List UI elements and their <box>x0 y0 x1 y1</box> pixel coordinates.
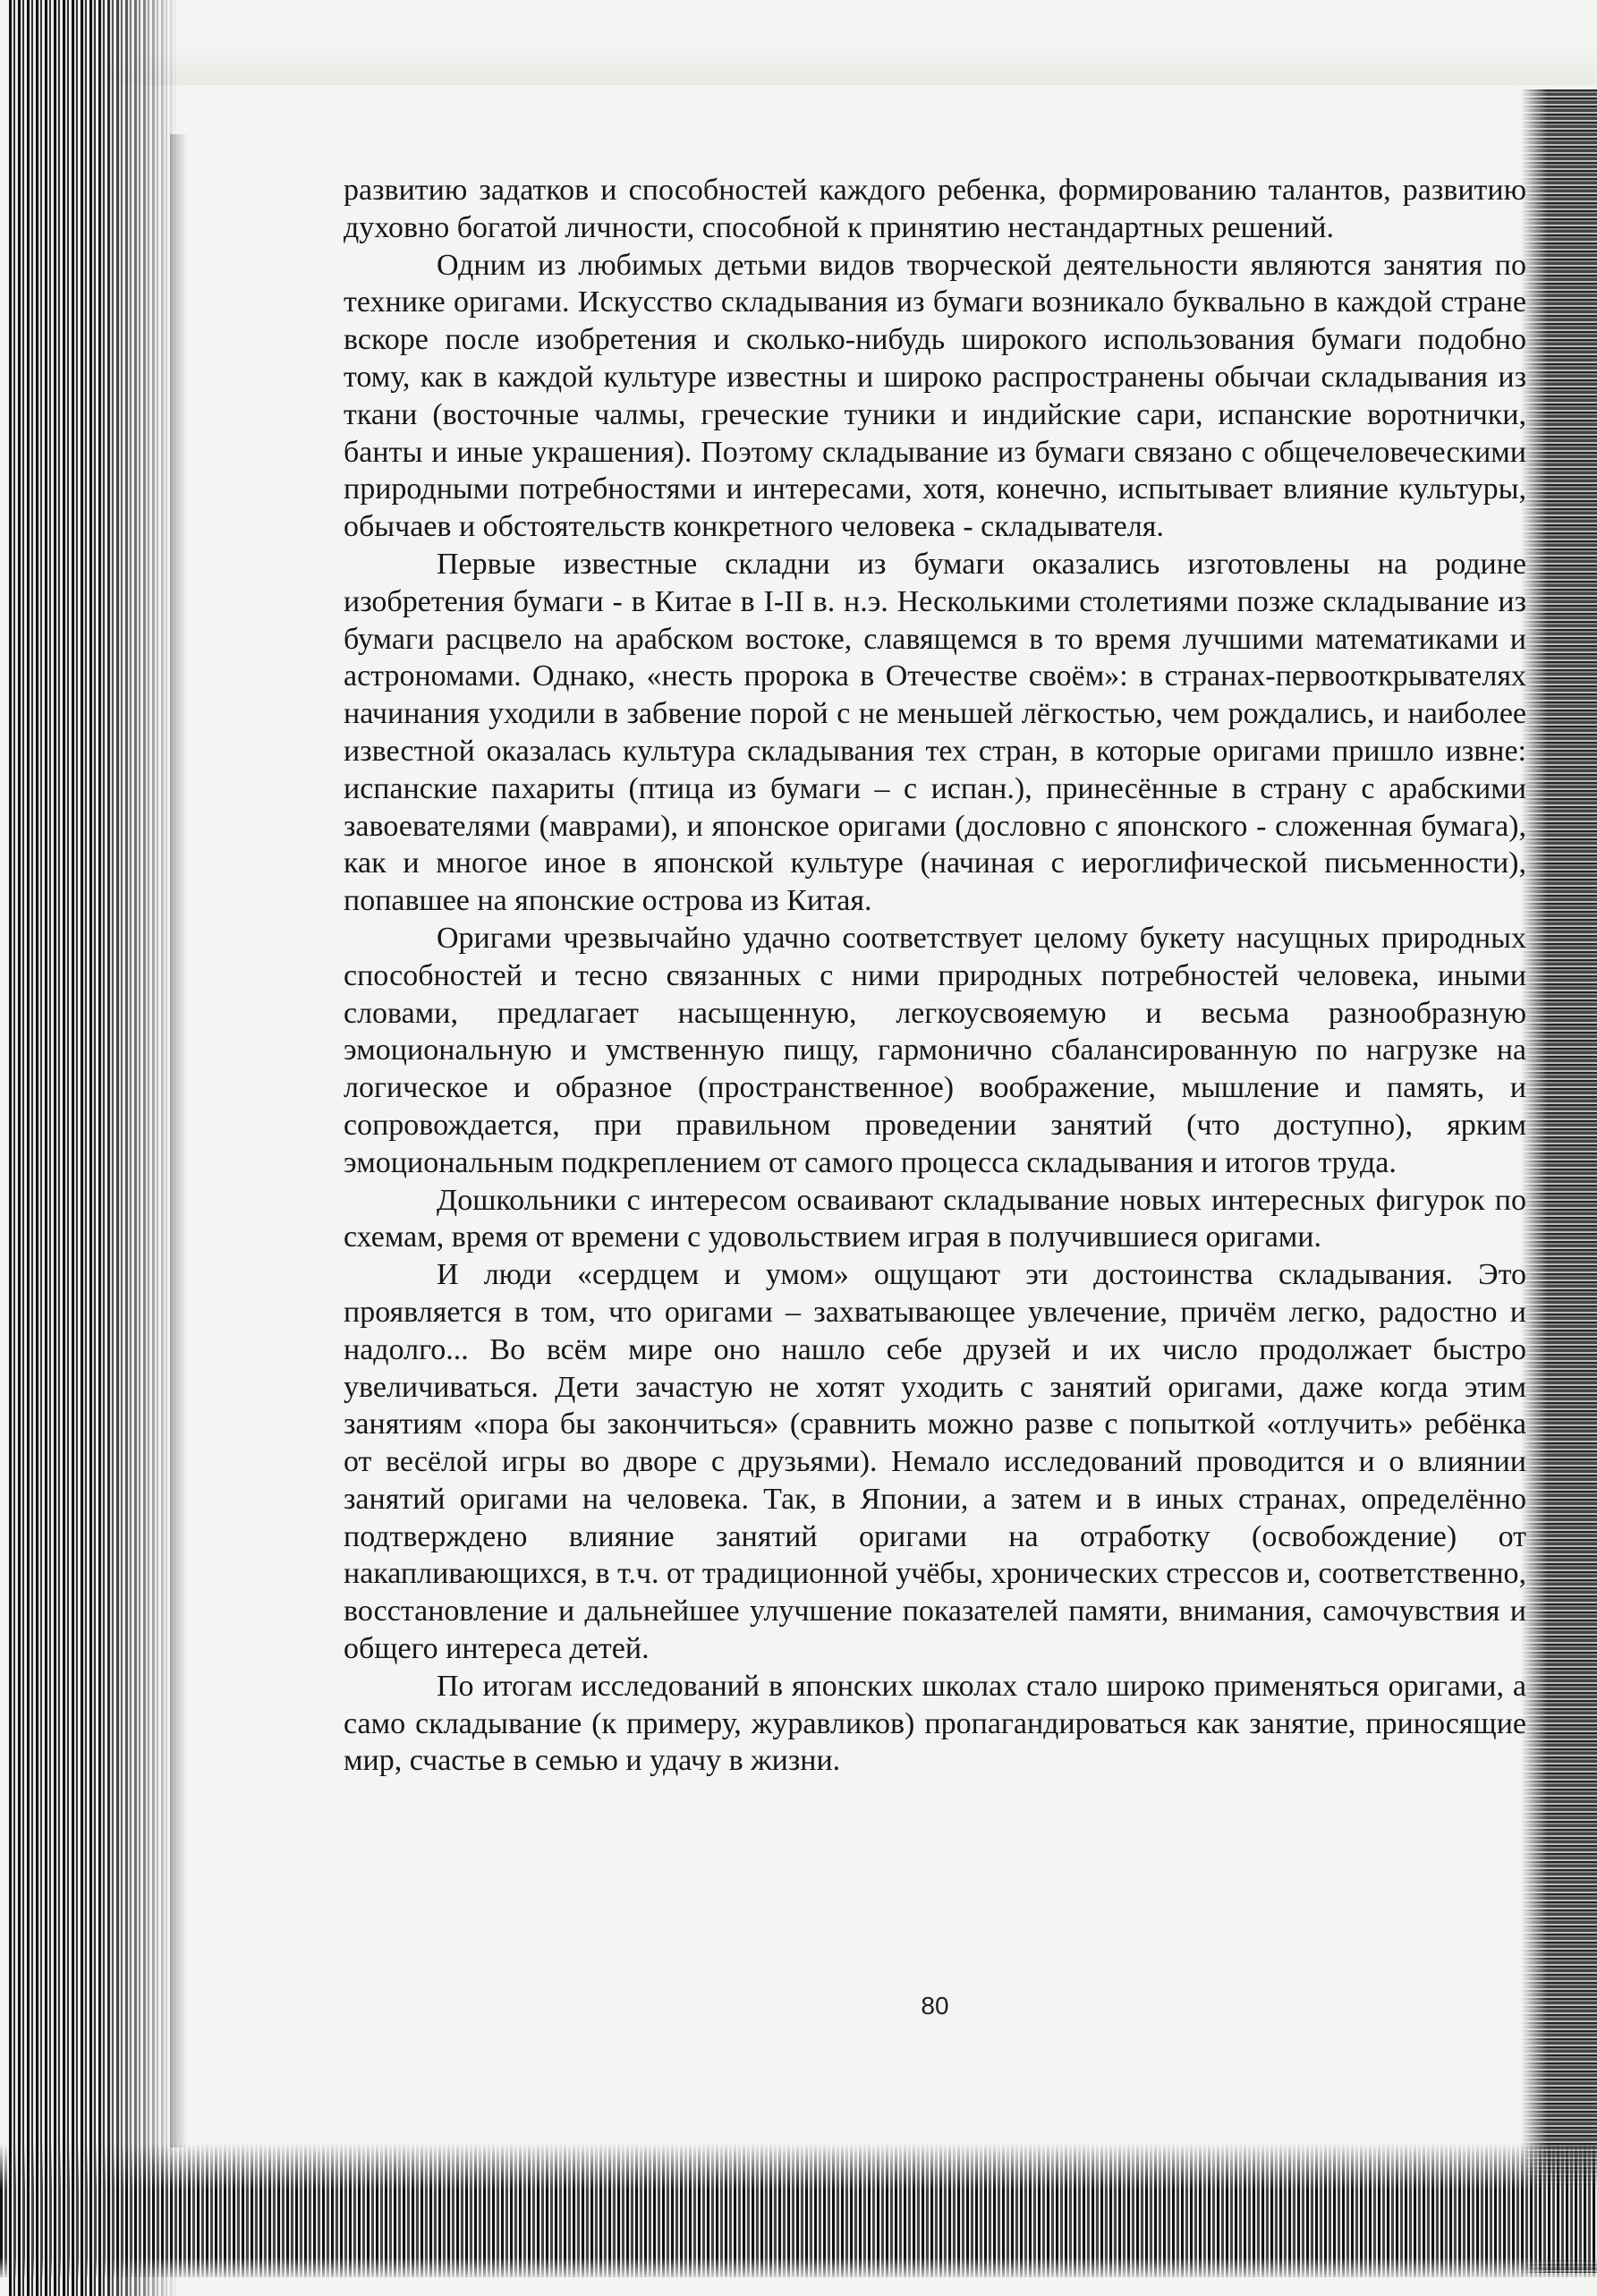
paragraph-heart-and-mind: И люди «сердцем и умом» ощущают эти достоинства складывания. Это проявляется в том, что оригами – захватывающее увлечение, причём легко, радостно и надолго... Во всём мире оно нашло себе друзей и их число продолжает быстро увеличиваться. Дети зачастую не хотят уходить с занятий оригами, даже когда этим занятиям «пора бы закончиться» (сравнить можно разве с попыткой «отлучить» ребёнка от весёлой игры во дворе с друзьями). Немало исследований проводится и о влиянии занятий оригами на человека. Так, в Японии, а затем и в иных странах, определённо подтверждено влияние занятий оригами на отработку (освобождение) от накапливающихся, в т.ч. от традиционной учёбы, хронических стрессов и, соответственно, восстановление и дальнейшее улучшение показателей памяти, внимания, самочувствия и общего интереса детей. <box>344 1258 1527 1666</box>
scan-top-edge <box>0 0 1597 85</box>
page-number: 80 <box>921 1992 949 2020</box>
scan-right-edge <box>1521 89 1597 2273</box>
paragraph-preschoolers: Дошкольники с интересом осваивают складывание новых интересных фигурок по схемам, время от времени с удовольствием играя в получившиеся оригами. <box>344 1183 1526 1254</box>
page-body <box>344 172 1526 1780</box>
paragraph-japanese-schools: По итогам исследований в японских школах стало широко применяться оригами, а само складывание (к примеру, журавликов) пропагандироваться как занятие, приносящие мир, счастье в семью и удачу в жизни. <box>344 1669 1526 1778</box>
paragraph-origami-benefits: Оригами чрезвычайно удачно соответствует целому букету насущных природных способностей и тесно связанных с ними природных потребностей человека, иными словами, предлагает насыщенную, легкоусвояемую и весьма разнообразную эмоциональную и умственную пищу, гармонично сбалансированную по нагрузке на логическое и образное (пространственное) воображение, мышление и память, и сопровождается, при правильном проведении занятий (что доступно), ярким эмоциональным подкреплением от самого процесса складывания и итогов труда. <box>344 921 1526 1179</box>
paragraph-origami-intro: Одним из любимых детьми видов творческой деятельности являются занятия по технике оригами. Искусство складывания из бумаги возникало буквально в каждой стране вскоре после изобретения и сколько-нибудь широкого использования бумаги подобно тому, как в каждой культуре известны и широко распространены обычаи складывания из ткани (восточные чалмы, греческие туники и индийские сари, испанские воротнички, банты и иные украшения). Поэтому складывание из бумаги связано с общечеловеческими природными потребностями и интересами, хотя, конечно, испытывает влияние культуры, обычаев и обстоятельств конкретного человека - складывателя. <box>344 248 1526 544</box>
scan-left-edge <box>0 0 179 2296</box>
paragraph-continuation: развитию задатков и способностей каждого ребенка, формированию талантов, развитию духовно богатой личности, способной к принятию нестандартных решений. <box>344 174 1526 244</box>
paragraph-origami-history: Первые известные складни из бумаги оказались изготовлены на родине изобретения бумаги - в Китае в I-II в. н.э. Несколькими столетиями позже складывание из бумаги расцвело на арабском востоке, славящемся в то время лучшими математиками и астрономами. Однако, «несть пророка в Отечестве своём»: в странах-первооткрывателях начинания уходили в забвение порой с не меньшей лёгкостью, чем рождались, и наиболее известной оказалась культура складывания тех стран, в которые оригами пришло извне: испанские пахариты (птица из бумаги – с испан.), принесённые в страну с арабскими завоевателями (маврами), и японское оригами (дословно с японского - сложенная бумага), как и многое иное в японской культуре (начиная с иероглифической письменности), попавшее на японские острова из Китая. <box>344 547 1526 918</box>
scan-bottom-edge <box>0 2143 1597 2277</box>
paper-edge-shadow <box>170 134 188 2147</box>
